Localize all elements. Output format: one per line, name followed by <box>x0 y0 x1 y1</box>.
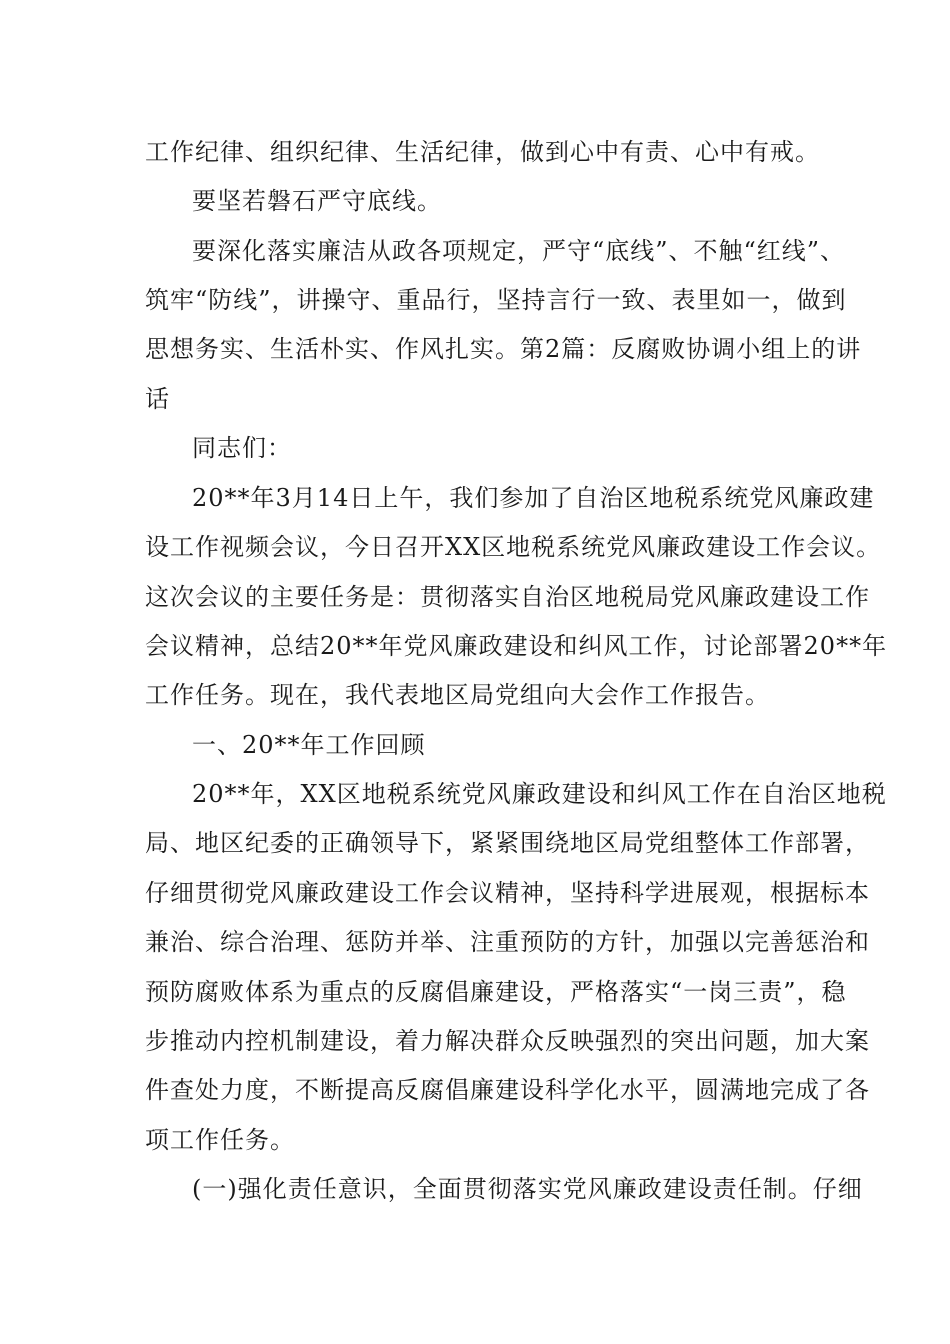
text-line: 思想务实、生活朴实、作风扎实。第2篇：反腐败协调小组上的讲 <box>145 335 862 363</box>
text-line: 预防腐败体系为重点的反腐倡廉建设，严格落实“一岗三责”，稳 <box>145 978 847 1006</box>
text-line: 同志们： <box>192 434 292 462</box>
text-line: 兼治、综合治理、惩防并举、注重预防的方针，加强以完善惩治和 <box>145 928 870 956</box>
text-line: 仔细贯彻党风廉政建设工作会议精神，坚持科学进展观，根据标本 <box>145 879 870 907</box>
text-line: 件查处力度，不断提高反腐倡廉建设科学化水平，圆满地完成了各 <box>145 1076 870 1104</box>
text-line: 要深化落实廉洁从政各项规定，严守“底线”、不触“红线”、 <box>192 237 846 265</box>
text-line: 20**年，XX区地税系统党风廉政建设和纠风工作在自治区地税 <box>192 780 887 808</box>
text-line: (一)强化责任意识，全面贯彻落实党风廉政建设责任制。仔细 <box>192 1175 863 1203</box>
text-line: 筑牢“防线”，讲操守、重品行，坚持言行一致、表里如一，做到 <box>145 286 847 314</box>
text-line: 工作任务。现在，我代表地区局党组向大会作工作报告。 <box>145 681 770 709</box>
text-line: 一、20**年工作回顾 <box>192 731 426 759</box>
text-line: 话 <box>145 385 170 413</box>
text-line: 这次会议的主要任务是：贯彻落实自治区地税局党风廉政建设工作 <box>145 583 870 611</box>
text-line: 项工作任务。 <box>145 1126 295 1154</box>
text-line: 20**年3月14日上午，我们参加了自治区地税系统党风廉政建 <box>192 484 875 512</box>
text-line: 步推动内控机制建设，着力解决群众反映强烈的突出问题，加大案 <box>145 1027 870 1055</box>
text-line: 工作纪律、组织纪律、生活纪律，做到心中有责、心中有戒。 <box>145 138 820 166</box>
text-line: 会议精神，总结20**年党风廉政建设和纠风工作，讨论部署20**年 <box>145 632 888 660</box>
text-line: 设工作视频会议，今日召开XX区地税系统党风廉政建设工作会议。 <box>145 533 882 561</box>
text-line: 要坚若磐石严守底线。 <box>192 187 442 215</box>
text-line: 局、地区纪委的正确领导下，紧紧围绕地区局党组整体工作部署， <box>145 829 870 857</box>
